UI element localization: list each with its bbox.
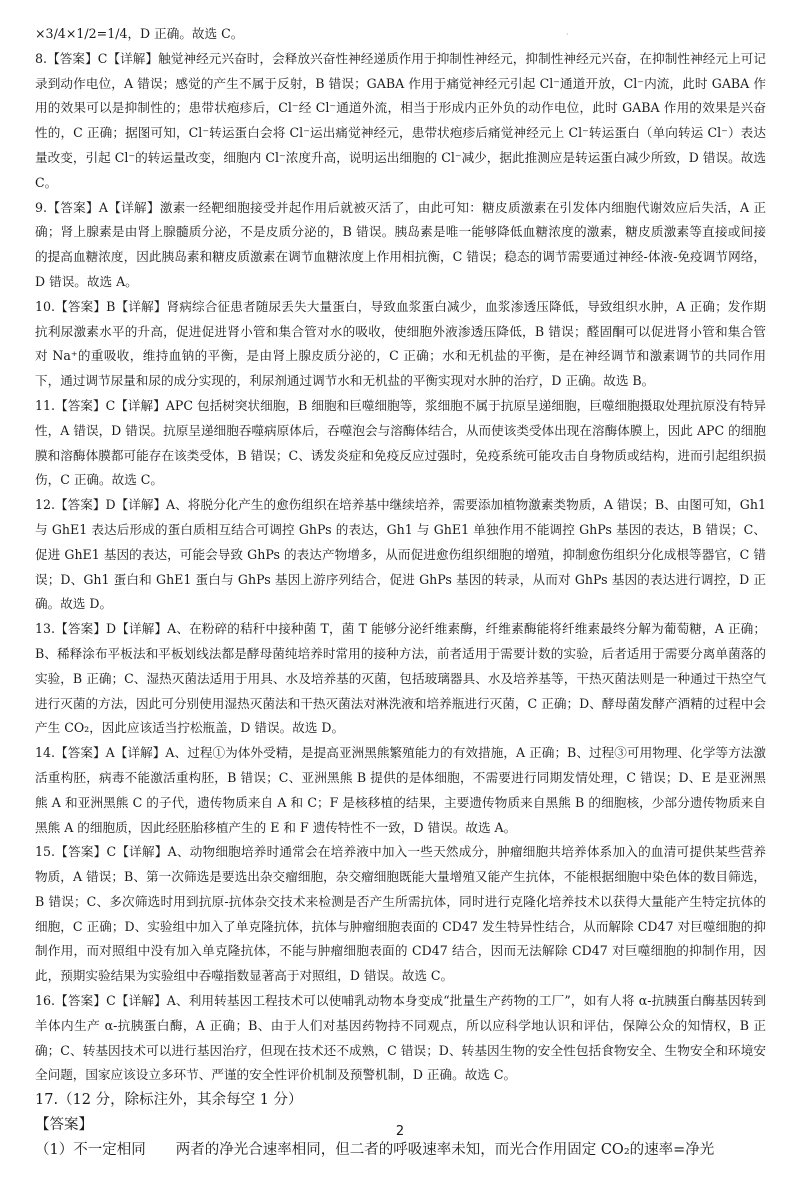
paragraph-q9: 9.【答案】A【详解】激素一经靶细胞接受并起作用后就被灭活了，由此可知：糖皮质激素在引发体内细胞代谢效应后失活，A 正确；肾上腺素是由肾上腺髓质分泌，不是皮质分泌的，B 错误。胰岛素是唯一能够降低血糖浓度的激素，糖皮质激素等直接或间接的提高血糖浓度，因此胰岛素和糖皮质激素在调节血糖浓度上作用相抗衡，C 错误；稳态的调节需要通过神经-体液-免疫调节网络，D 错误。故选 A。 [35,199,766,289]
paragraph-q8: 8.【答案】C【详解】触觉神经元兴奋时，会释放兴奋性神经递质作用于抑制性神经元，抑制性神经元兴奋，在抑制性神经元上可记录到动作电位，A 错误；感觉的产生不属于反射，B 错误；GABA 作用于痛觉神经元引起 Cl⁻通道开放，Cl⁻内流，此时 GABA 作用的效果可以是抑制性的；患带状疱疹后，Cl⁻经 Cl⁻通道外流，相当于形成内正外负的动作电位，此时 GABA 作用的效果是兴奋性的，C 正确；据图可知，Cl⁻转运蛋白会将 Cl⁻运出痛觉神经元，患带状疱疹后痛觉神经元上 Cl⁻转运蛋白（单向转运 Cl⁻）表达量改变，引起 Cl⁻的转运量改变，细胞内 Cl⁻浓度升高，说明运出细胞的 Cl⁻减少，据此推测应是转运蛋白减少所致，D 错误。故选 C。 [35,50,766,190]
paragraph-q14: 14.【答案】A【详解】A、过程①为体外受精，是提高亚洲黑熊繁殖能力的有效措施，A 正确；B、过程③可用物理、化学等方法激活重构胚，病毒不能激活重构胚，B 错误；C、亚洲黑熊 B 提供的是体细胞，不需要进行同期发情处理，C 错误；D、E 是亚洲黑熊 A 和亚洲黑熊 C 的子代，遗传物质来自 A 和 C；F 是核移植的结果，主要遗传物质来自黑熊 B 的细胞核，少部分遗传物质来自黑熊 A 的细胞质，因此经胚胎移植产生的 E 和 F 遗传特性不一致，D 错误。故选 A。 [35,745,766,835]
paragraph-q7-tail: ×3/4×1/2=1/4，D 正确。故选 C。 [35,26,244,41]
q17-answer-line [35,1138,766,1163]
page-content [35,22,766,1163]
q17-answer-text: 两者的净光合速率相同，但二者的呼吸速率未知，而光合作用固定 CO₂的速率=净光 [175,1142,715,1159]
paragraph-q13: 13.【答案】D【详解】A、在粉碎的秸秆中接种菌 T，菌 T 能够分泌纤维素酶，纤维素酶能将纤维素最终分解为葡萄糖，A 正确；B、稀释涂布平板法和平板划线法都是酵母菌纯培养时常用的接种方法，前者适用于需要计数的实验，后者适用于需要分离单菌落的实验，B 正确；C、湿热灭菌法适用于用具、水及培养基的灭菌，包括玻璃器具、水及培养基等，干热灭菌法则是一种通过干热空气进行灭菌的方法，因此可分别使用湿热灭菌法和干热灭菌法对淋洗液和培养瓶进行灭菌，C 正确；D、酵母菌发酵产酒精的过程中会产生 CO₂，因此应该适当拧松瓶盖，D 错误。故选 D。 [35,621,766,736]
page-number: 2 [395,1124,405,1139]
q17-part-1: （1）不一定相同 [35,1142,146,1159]
paragraph-q11: 11.【答案】C【详解】APC 包括树突状细胞，B 细胞和巨噬细胞等，浆细胞不属于抗原呈递细胞，巨噬细胞摄取处理抗原没有特异性，A 错误，D 错误。抗原呈递细胞吞噬病原体后，吞噬泡会与溶酶体结合，从而使该类受体出现在溶酶体膜上，因此 APC 的细胞膜和溶酶体膜都可能存在该类受体，B 错误；C、诱发炎症和免疫反应过强时，免疫系统可能攻击自身物质或结构，进而引起组织损伤，C 正确。故选 C。 [35,397,766,488]
paragraph-q15: 15.【答案】C【详解】A、动物细胞培养时通常会在培养液中加入一些天然成分，肿瘤细胞共培养体系加入的血清可提供某些营养物质，A 错误；B、第一次筛选是要选出杂交瘤细胞，杂交瘤细胞既能大量增殖又能产生抗体，不能根据细胞中染色体的数目筛选，B 错误；C、多次筛选时用到抗原-抗体杂交技术来检测是否产生所需抗体，同时进行克隆化培养技术以获得大量能产生特定抗体的细胞，C 正确；D、实验组中加入了单克隆抗体，抗体与肿瘤细胞表面的 CD47 发生特异性结合，从而解除 CD47 对巨噬细胞的抑制作用，而对照组中没有加入单克隆抗体，不能与肿瘤细胞表面的 CD47 结合，因而无法解除 CD47 对巨噬细胞的抑制作用，因此，预期实验结果为实验组中吞噬指数显著高于对照组，D 错误。故选 C。 [35,844,766,984]
paragraph-q16: 16.【答案】C【详解】A、利用转基因工程技术可以使哺乳动物本身变成“批量生产药物的工厂”，如有人将 α-抗胰蛋白酶基因转到羊体内生产 α-抗胰蛋白酶，A 正确；B、由于人们对基因药物持不同观点，所以应科学地认识和评估，保障公众的知情权，B 正确；C、转基因技术可以进行基因治疗，但现在技术还不成熟，C 错误；D、转基因生物的安全性包括食物安全、生物安全和环境安全问题，国家应该设立多环节、严谨的安全性评价机制及预警机制，D 正确。故选 C。 [35,993,766,1083]
paragraph-q12: 12.【答案】D【详解】A、将脱分化产生的愈伤组织在培养基中继续培养，需要添加植物激素类物质，A 错误；B、由图可知，Gh1 与 GhE1 表达后形成的蛋白质相互结合可调控 GhPs 的表达，Gh1 与 GhE1 单独作用不能调控 GhPs 基因的表达，B 错误；C、促进 GhE1 基因的表达，可能会导致 GhPs 的表达产物增多，从而促进愈伤组织细胞的增殖，抑制愈伤组织分化成根等器官，C 错误；D、Gh1 蛋白和 GhE1 蛋白与 GhPs 基因上游序列结合，促进 GhPs 基因的转录，从而对 GhPs 基因的表达进行调控，D 正确。故选 D。 [35,497,766,612]
q17-heading: 17.（12 分，除标注外，其余每空 1 分） [35,1092,303,1109]
paragraph-q10: 10.【答案】B【详解】肾病综合征患者随尿丢失大量蛋白，导致血浆蛋白减少，血浆渗透压降低，导致组织水肿，A 正确；发作期抗利尿激素水平的升高，促进促进肾小管和集合管对水的吸收，使细胞外液渗透压降低，B 错误；醛固酮可以促进肾小管和集合管对 Na⁺的重吸收，维持血钠的平衡，是由肾上腺皮质分泌的，C 正确；水和无机盐的平衡，是在神经调节和激素调节的共同作用下，通过调节尿量和尿的成分实现的，利尿剂通过调节水和无机盐的平衡实现对水肿的治疗，D 正确。故选 B。 [35,298,766,389]
answer-label: 【答案】 [35,1117,93,1134]
corner-mark: · [566,30,569,39]
